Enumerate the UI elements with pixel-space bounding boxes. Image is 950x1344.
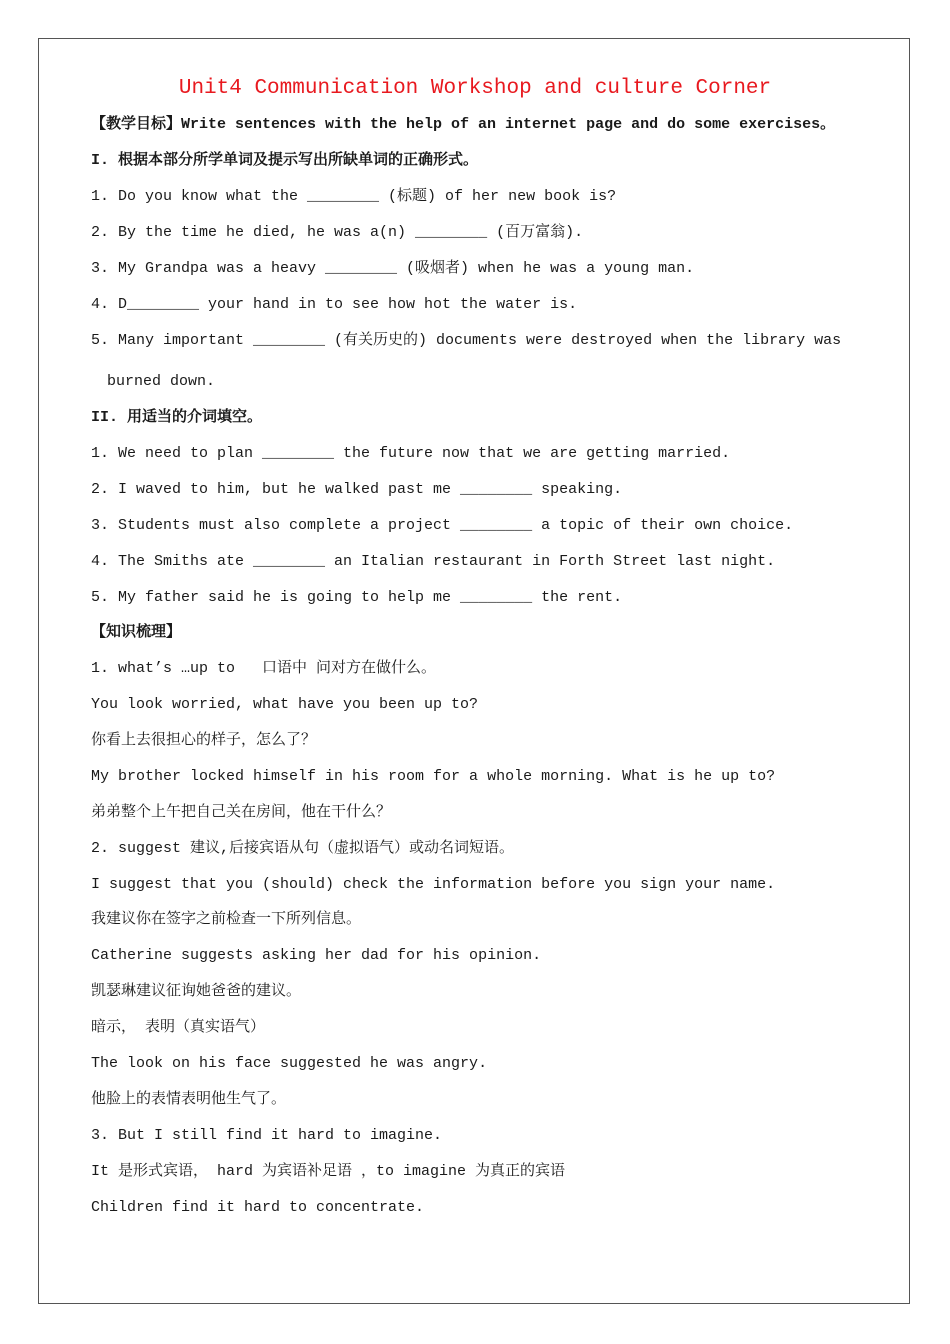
knowledge-line: 凯瑟琳建议征询她爸爸的建议。 — [91, 983, 302, 1000]
exercise-1-item: 2. By the time he died, he was a(n) ________ (百万富翁). — [91, 224, 584, 241]
section-2-heading: II. 用适当的介词填空。 — [91, 409, 263, 426]
exercise-1-item-continuation: burned down. — [107, 373, 216, 390]
exercise-1-item: 5. Many important ________ (有关历史的) documents were destroyed when the library was — [91, 332, 842, 349]
knowledge-line: Catherine suggests asking her dad for his opinion. — [91, 947, 542, 964]
exercise-2-item: 3. Students must also complete a project ________ a topic of their own choice. — [91, 517, 794, 534]
section-1-heading: I. 根据本部分所学单词及提示写出所缺单词的正确形式。 — [91, 152, 479, 169]
knowledge-line: You look worried, what have you been up to? — [91, 696, 479, 713]
exercise-2-item: 5. My father said he is going to help me ________ the rent. — [91, 589, 623, 606]
exercise-2-item: 4. The Smiths ate ________ an Italian restaurant in Forth Street last night. — [91, 553, 776, 570]
knowledge-line: 你看上去很担心的样子，怎么了？ — [91, 732, 317, 749]
exercise-2-item: 1. We need to plan ________ the future now that we are getting married. — [91, 445, 731, 462]
knowledge-line: 弟弟整个上午把自己关在房间，他在干什么？ — [91, 804, 392, 821]
knowledge-line: 1. what’s …up to 口语中 问对方在做什么。 — [91, 660, 437, 677]
knowledge-line: I suggest that you (should) check the information before you sign your name. — [91, 876, 776, 893]
knowledge-line: It 是形式宾语， hard 为宾语补足语 ，to imagine 为真正的宾语 — [91, 1163, 566, 1180]
knowledge-line: 2. suggest 建议,后接宾语从句（虚拟语气）或动名词短语。 — [91, 840, 515, 857]
exercise-1-item: 1. Do you know what the ________ (标题) of her new book is? — [91, 188, 617, 205]
teaching-objective: 【教学目标】Write sentences with the help of an internet page and do some exercises。 — [91, 116, 836, 133]
exercise-1-item: 4. D________ your hand in to see how hot the water is. — [91, 296, 578, 313]
knowledge-line: 他脸上的表情表明他生气了。 — [91, 1091, 287, 1108]
knowledge-line: My brother locked himself in his room for a whole morning. What is he up to? — [91, 768, 776, 785]
knowledge-line: 我建议你在签字之前检查一下所列信息。 — [91, 911, 362, 928]
page-title: Unit4 Communication Workshop and culture Corner — [178, 77, 772, 100]
exercise-2-item: 2. I waved to him, but he walked past me ________ speaking. — [91, 481, 623, 498]
knowledge-line: Children find it hard to concentrate. — [91, 1199, 425, 1216]
knowledge-heading: 【知识梳理】 — [91, 624, 182, 641]
knowledge-line: 暗示， 表明（真实语气） — [91, 1019, 266, 1036]
exercise-1-item: 3. My Grandpa was a heavy ________ (吸烟者) when he was a young man. — [91, 260, 695, 277]
knowledge-line: The look on his face suggested he was angry. — [91, 1055, 488, 1072]
knowledge-line: 3. But I still find it hard to imagine. — [91, 1127, 443, 1144]
